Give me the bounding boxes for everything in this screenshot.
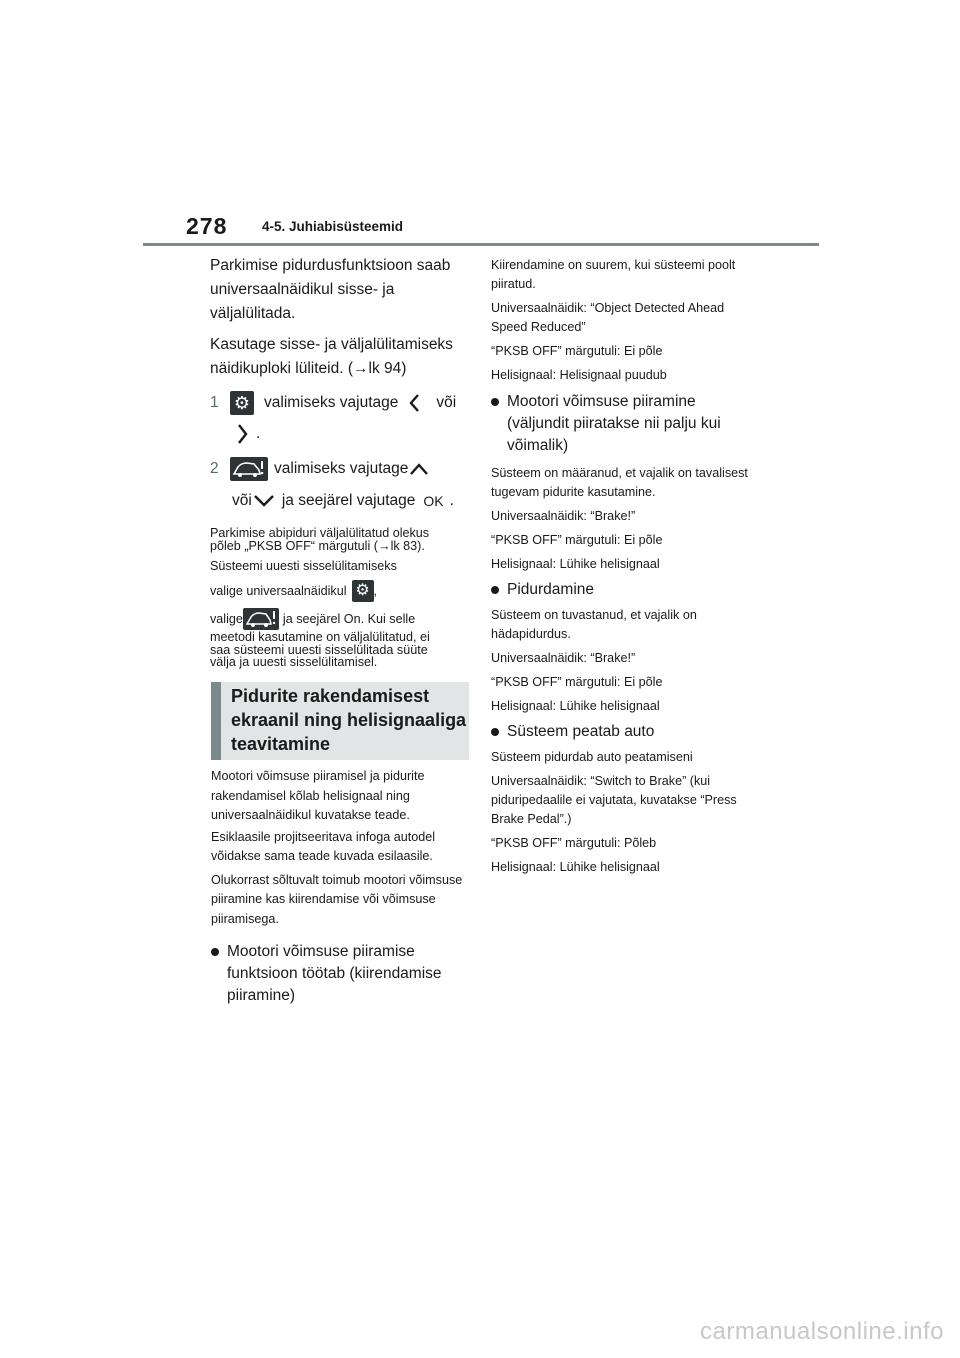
bullet-item: Mootori võimsuse piiramine (väljundit piiratakse nii palju kui võimalik): [491, 391, 753, 457]
step-2-text: valimiseks vajutage: [274, 460, 409, 477]
page-number: 278: [186, 213, 228, 239]
intro-paragraph-1: Parkimise pidurdusfunktsioon saab universaalnäidikul sisse- ja väljalülitada.: [210, 257, 451, 322]
paragraph-2: Esiklaasile projitseeritava infoga autodel võidakse sama teade kuvada esilaasile.: [211, 829, 436, 863]
step-1-text: valimiseks vajutage: [264, 394, 399, 411]
right-column: Kiirendamine on suurem, kui süsteemi poolt piiratud. Universaalnäidik: “Object Detected Ahead Speed Reduced” “PKSB OFF” märgutuli: Ei põle Helisignaal: Helisignaal puudub Mootori võimsuse piiramine (väljundit piiratakse nii palju kui võimalik) Süsteem on määranud, et vajalik on tavalisest tugevam pidurite kasutamine. Universaalnäidik: “Brake!” “PKSB OFF” märgutuli: Ei põle Helisignaal: Lühike helisignaal Pidurdamine Süsteem on tuvastanud, et vajalik on hädapidurdus. Universaalnäidik: “Brake!” “PKSB OFF” märgutuli: Ei põle Helisignaal: Lühike helisignaal Süsteem peatab auto Süsteem pidurdab auto peatamiseni Universaalnäidik: “Switch to Brake” (kui piduripedaalile ei vajutata, kuvatakse “Press Brake Pedal”.) “PKSB OFF” märgutuli: Põleb Helisignaal: Lühike helisignaal: [491, 256, 753, 877]
bullet-item: Pidurdamine: [491, 579, 753, 601]
bullet-item: Süsteem peatab auto: [491, 721, 753, 743]
gear-icon: ⚙: [230, 391, 254, 415]
left-column-lower: [211, 767, 473, 1007]
header-rule: [143, 243, 819, 246]
paragraph-1: Mootori võimsuse piiramisel ja pidurite rakendamisel kõlab helisignaal ning universaalnäidikul kuvatakse teade.: [211, 769, 425, 822]
section-title: 4-5. Juhiabisüsteemid: [262, 219, 404, 234]
watermark: carmanualsonline.info: [700, 1318, 944, 1345]
step-2-cont: või ja seejärel vajutage OK .: [210, 489, 472, 513]
paragraph-3: Olukorrast sõltuvalt toimub mootori võimsuse piiramine kas kiirendamise või võimsuse piiramisega.: [211, 872, 463, 926]
section-box-title: Pidurite rakendamisest ekraanil ning helisignaaliga teavitamine: [211, 682, 469, 760]
chevron-left-icon: [404, 391, 426, 415]
arrow-icon: →: [377, 538, 391, 553]
step-2-number: 2: [210, 460, 219, 477]
step-1: [210, 391, 472, 415]
intro-paragraph-2: Kasutage sisse- ja väljalülitamiseks näidikuploki lüliteid. (→lk 94): [210, 336, 453, 377]
bullet-item: Mootori võimsuse piiramise funktsioon töötab (kiirendamise piiramine): [211, 941, 473, 1007]
bullet-dot: [491, 721, 507, 743]
chevron-right-icon: [232, 421, 252, 447]
step-1-number: 1: [210, 394, 219, 411]
step-2: [210, 457, 472, 481]
bullet-dot: [211, 941, 227, 1007]
car-brake-icon: [243, 608, 279, 630]
left-column: [210, 254, 472, 669]
bullet-dot: [491, 391, 507, 457]
ok-button-label: OK: [423, 493, 444, 509]
arrow-icon: →: [353, 360, 369, 377]
step-1-or: või: [436, 394, 457, 411]
gear-icon: ⚙: [352, 580, 374, 602]
note-block: Parkimise abipiduri väljalülitatud olekus põleb „PKSB OFF“ märgutuli (→lk 83). Süsteemi uuesti sisselülitamiseks valige universaalnäidikul ⚙ , valige ja seejärel On. Kui selle meetodi kasutamine on väljalülitatud, ei saa süsteemi uuesti sisselülitada süüte välja ja uuesti sisselülitamisel.: [210, 526, 430, 669]
chevron-up-icon: [408, 459, 430, 479]
bullet-dot: [491, 579, 507, 601]
chevron-down-icon: [252, 491, 276, 511]
step-1-cont: .: [210, 421, 472, 447]
car-brake-icon: [230, 457, 268, 481]
